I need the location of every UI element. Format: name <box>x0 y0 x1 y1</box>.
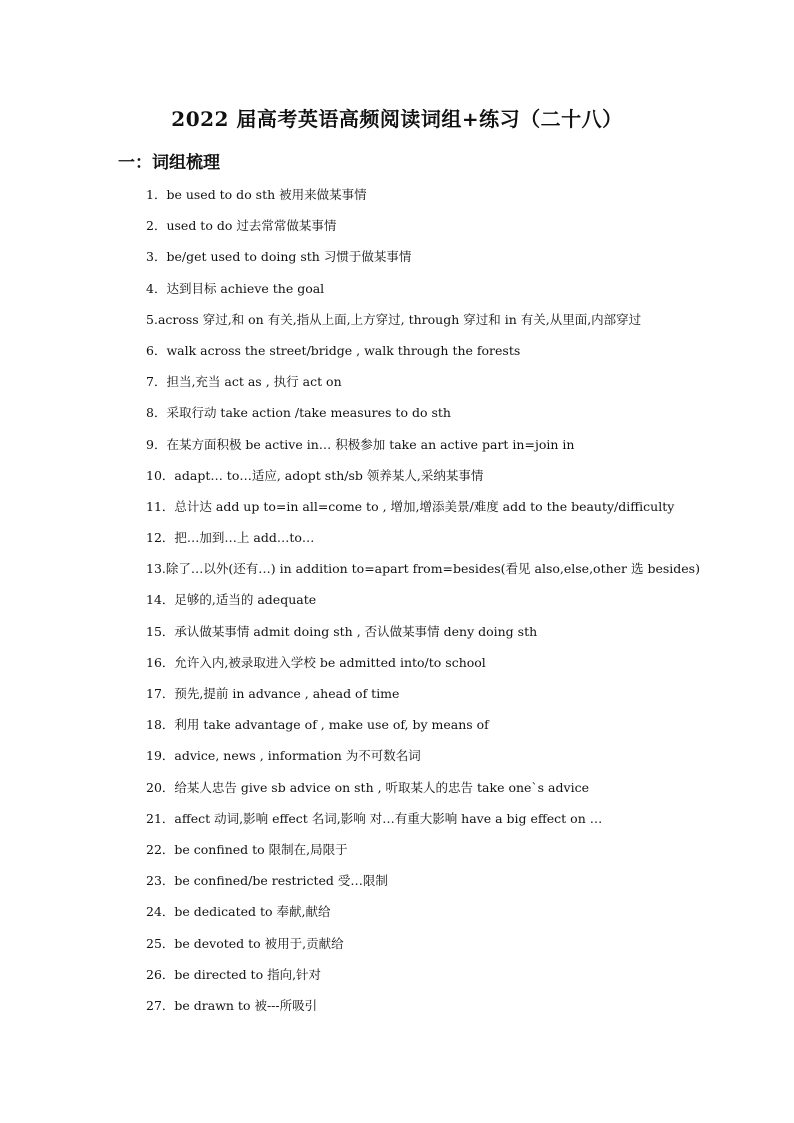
item-number: 3． <box>146 249 167 265</box>
item-text: be drawn to 被---所吸引 <box>174 997 318 1013</box>
item-text: adapt… to…适应, adopt sth/sb 领养某人,采纳某事情 <box>174 467 484 483</box>
item-number: 19． <box>146 748 175 764</box>
item-number: 16． <box>146 654 175 670</box>
item-text: across 穿过,和 on 有关,指从上面,上方穿过, through 穿过和 in 有关,从里面,内部穿过 <box>157 311 642 327</box>
list-item <box>146 744 766 775</box>
list-item <box>146 339 766 370</box>
list-item <box>146 932 766 963</box>
item-number: 14． <box>146 592 175 608</box>
item-number: 24． <box>146 904 175 920</box>
list-item <box>146 526 766 557</box>
item-number: 7． <box>146 374 167 390</box>
item-text: 承认做某事情 admit doing sth , 否认做某事情 deny doing sth <box>174 623 538 639</box>
item-text: be dedicated to 奉献,献给 <box>174 904 331 920</box>
item-number: 22． <box>146 841 175 857</box>
item-number: 5. <box>146 311 158 327</box>
list-item <box>146 370 766 401</box>
list-item <box>146 869 766 900</box>
list-item <box>146 277 766 308</box>
item-text: 给某人忠告 give sb advice on sth , 听取某人的忠告 take one`s advice <box>174 779 589 795</box>
item-text: walk across the street/bridge , walk through the forests <box>166 342 521 358</box>
item-text: 采取行动 take action /take measures to do sth <box>166 405 451 421</box>
item-number: 10． <box>146 467 175 483</box>
item-text: advice, news , information 为不可数名词 <box>174 748 421 764</box>
item-number: 18． <box>146 717 175 733</box>
item-number: 13. <box>146 561 166 577</box>
item-text: be/get used to doing sth 习惯于做某事情 <box>166 249 412 265</box>
item-text: 在某方面积极 be active in… 积极参加 take an active part in=join in <box>166 436 575 452</box>
item-text: 达到目标 achieve the goal <box>166 280 325 296</box>
list-item <box>146 900 766 931</box>
list-item <box>146 433 766 464</box>
item-text: be directed to 指向,针对 <box>174 966 322 982</box>
list-item <box>146 308 766 339</box>
list-item <box>146 994 766 1025</box>
section-heading: 一：词组梳理 <box>118 153 220 173</box>
item-text: be used to do sth 被用来做某事情 <box>166 187 367 202</box>
item-text: be confined to 限制在,局限于 <box>174 841 348 857</box>
list-item <box>146 495 766 526</box>
list-item <box>146 838 766 869</box>
list-item <box>146 807 766 838</box>
list-item <box>146 588 766 619</box>
item-text: be devoted to 被用于,贡献给 <box>174 935 344 951</box>
item-number: 4． <box>146 280 167 296</box>
item-number: 17． <box>146 686 175 701</box>
item-text: used to do 过去常常做某事情 <box>166 218 337 234</box>
list-item <box>146 183 766 214</box>
list-item <box>146 620 766 651</box>
item-text: 总计达 add up to=in all=come to , 增加,增添美景/难度 add to the beauty/difficulty <box>174 498 675 514</box>
item-text: 预先,提前 in advance , ahead of time <box>174 686 400 701</box>
item-number: 2． <box>146 218 167 234</box>
document-title: 2022 届高考英语高频阅读词组+练习（二十八） <box>171 107 623 131</box>
list-item <box>146 464 766 495</box>
item-number: 25． <box>146 935 175 951</box>
item-text: 允许入内,被录取进入学校 be admitted into/to school <box>174 654 486 670</box>
list-item <box>146 963 766 994</box>
list-item <box>146 651 766 682</box>
list-item <box>146 245 766 276</box>
list-item <box>146 557 766 588</box>
item-number: 21． <box>146 810 175 826</box>
list-item <box>146 776 766 807</box>
list-item <box>146 214 766 245</box>
item-number: 12． <box>146 530 175 546</box>
item-number: 23． <box>146 873 175 889</box>
item-text: 担当,充当 act as , 执行 act on <box>166 374 342 390</box>
list-item <box>146 401 766 432</box>
list-item <box>146 713 766 744</box>
item-number: 20． <box>146 779 175 795</box>
item-text: be confined/be restricted 受…限制 <box>174 873 388 889</box>
item-number: 26． <box>146 966 175 982</box>
item-text: 除了…以外(还有…) in addition to=apart from=besides(看见 also,else,other 选 besides) <box>165 561 700 577</box>
item-number: 6． <box>146 342 167 358</box>
item-text: 利用 take advantage of , make use of, by means of <box>174 717 489 733</box>
item-number: 9． <box>146 436 167 452</box>
item-number: 27． <box>146 997 175 1013</box>
item-number: 1． <box>146 187 167 202</box>
phrase-list <box>146 183 766 1025</box>
item-text: 足够的,适当的 adequate <box>174 592 317 608</box>
item-number: 11． <box>146 498 175 514</box>
item-number: 15． <box>146 623 175 639</box>
list-item <box>146 682 766 713</box>
item-text: 把…加到…上 add…to… <box>174 530 315 546</box>
item-number: 8． <box>146 405 167 421</box>
item-text: affect 动词,影响 effect 名词,影响 对…有重大影响 have a big effect on … <box>174 810 603 826</box>
